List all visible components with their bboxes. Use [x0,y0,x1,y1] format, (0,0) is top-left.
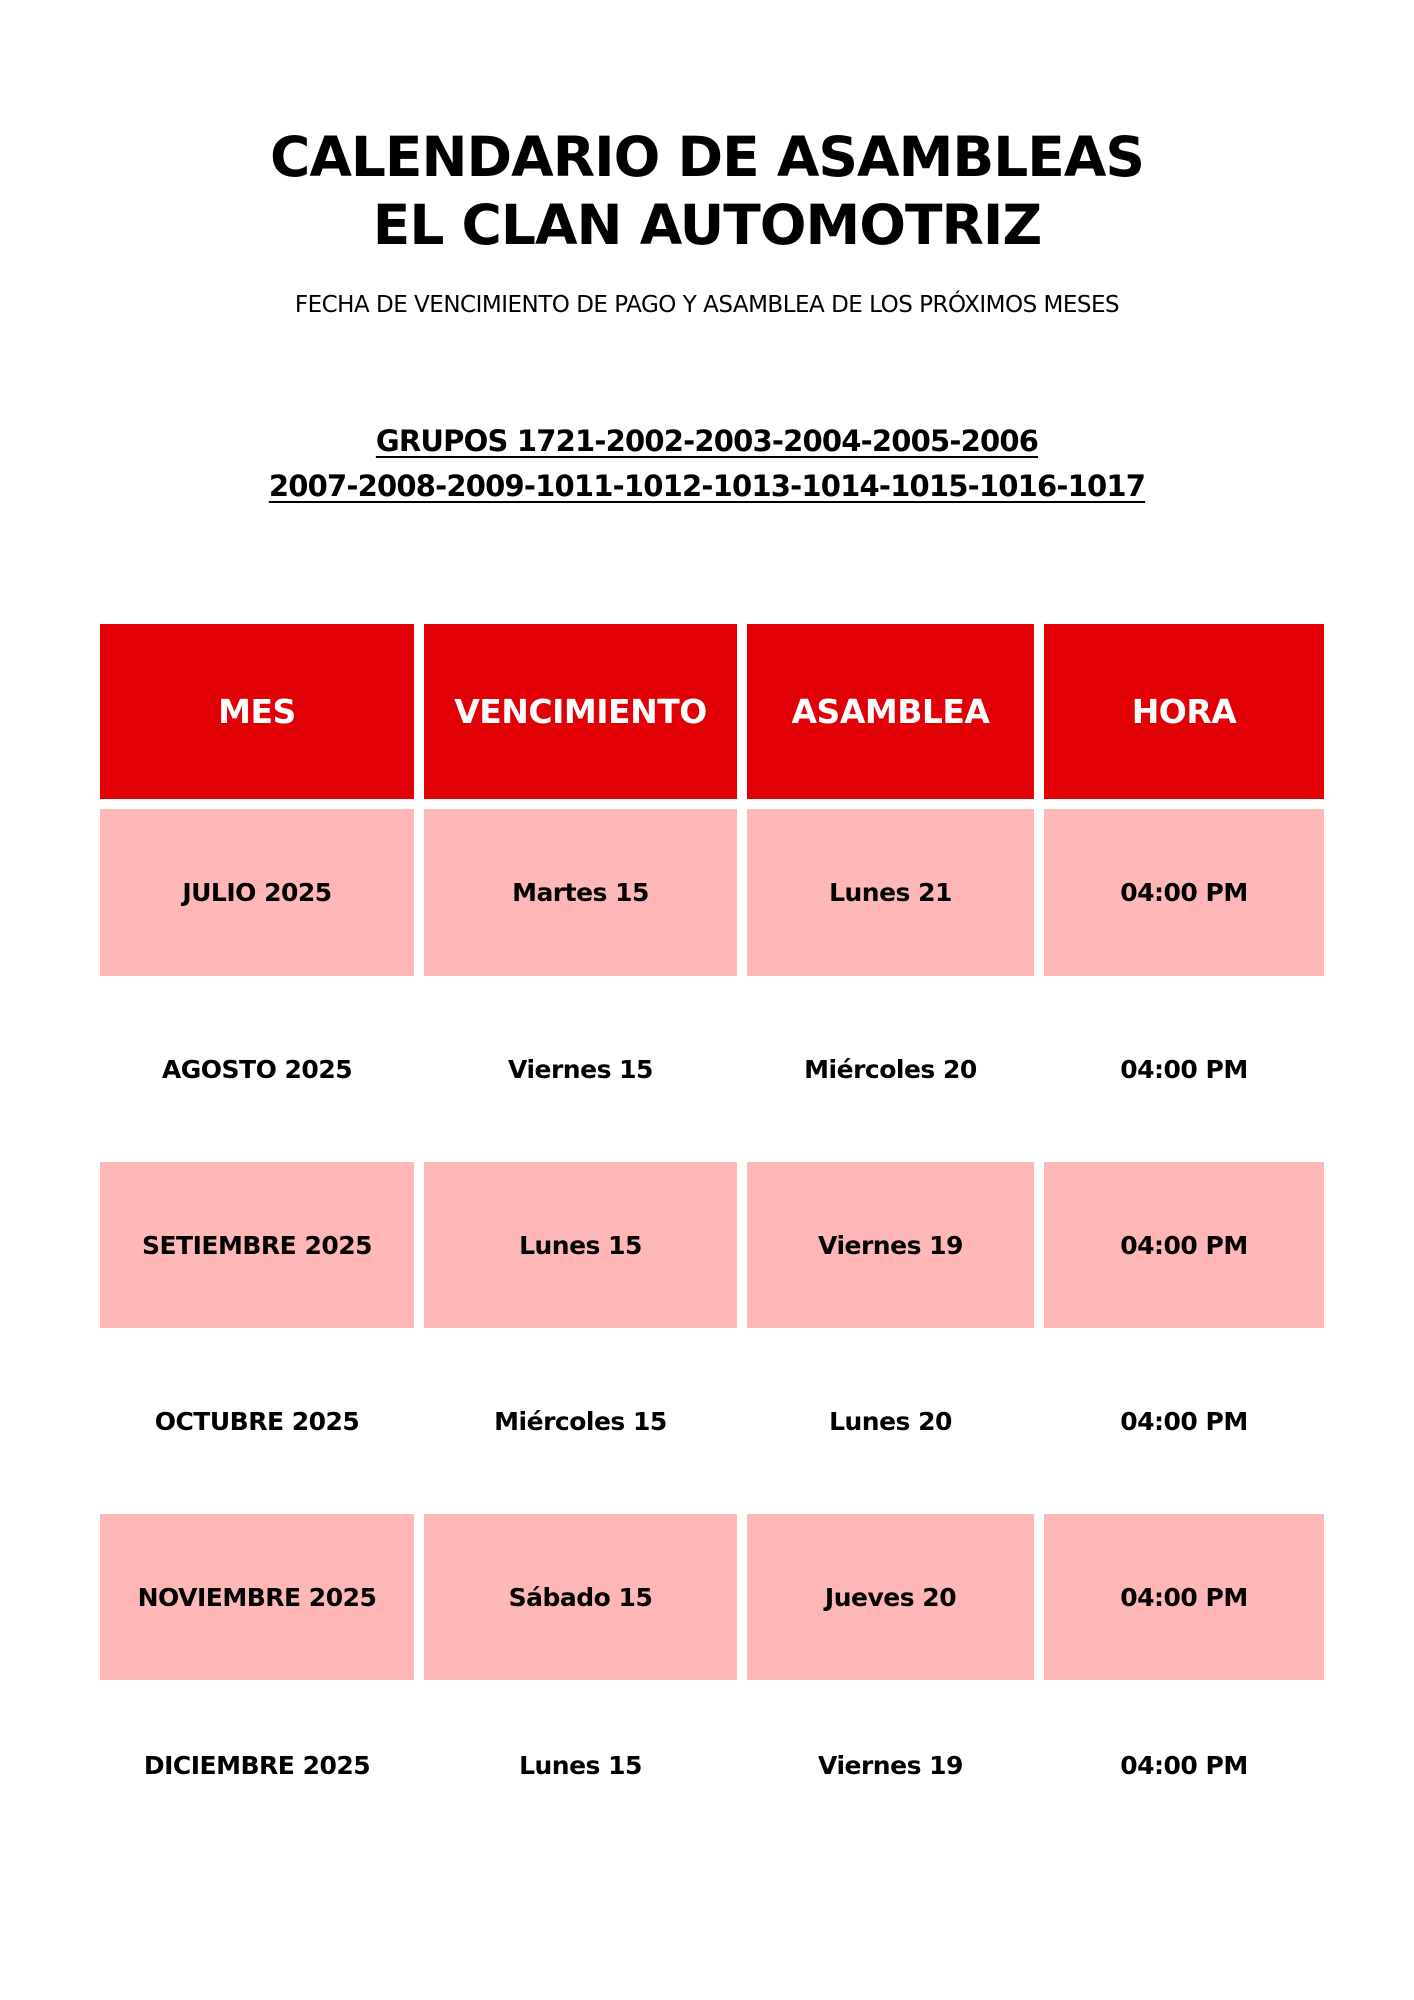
column-header-vencimiento: VENCIMIENTO [424,624,737,799]
table-cell-hora: 04:00 PM [1044,809,1324,976]
table-cell-asamblea: Lunes 21 [747,809,1034,976]
table-cell-asamblea: Lunes 20 [829,1406,952,1436]
column-header-asamblea: ASAMBLEA [747,624,1034,799]
table-cell-asamblea: Viernes 19 [747,1162,1034,1328]
table-cell-mes: SETIEMBRE 2025 [100,1162,414,1328]
table-cell-vencimiento: Viernes 15 [508,1054,653,1084]
table-cell-asamblea: Viernes 19 [818,1750,963,1780]
table-cell-vencimiento: Lunes 15 [519,1750,642,1780]
column-header-hora: HORA [1044,624,1324,799]
page-title-line-2: EL CLAN AUTOMOTRIZ [372,193,1042,257]
table-cell-mes: OCTUBRE 2025 [154,1406,360,1436]
table-cell-mes: AGOSTO 2025 [161,1054,353,1084]
column-header-mes: MES [100,624,414,799]
table-cell-hora: 04:00 PM [1120,1406,1248,1436]
table-cell-vencimiento: Sábado 15 [424,1514,737,1680]
table-cell-vencimiento: Martes 15 [424,809,737,976]
groups-line-2: 2007-2008-2009-1011-1012-1013-1014-1015-1016-1017 [268,469,1146,503]
table-cell-hora: 04:00 PM [1120,1054,1248,1084]
table-cell-asamblea: Miércoles 20 [804,1054,977,1084]
table-cell-mes: NOVIEMBRE 2025 [100,1514,414,1680]
table-cell-asamblea: Jueves 20 [747,1514,1034,1680]
table-cell-mes: JULIO 2025 [100,809,414,976]
table-cell-vencimiento: Lunes 15 [424,1162,737,1328]
table-cell-vencimiento: Miércoles 15 [494,1406,667,1436]
table-cell-hora: 04:00 PM [1044,1514,1324,1680]
table-cell-mes: DICIEMBRE 2025 [143,1750,371,1780]
groups-line-1: GRUPOS 1721-2002-2003-2004-2005-2006 [375,424,1039,458]
page-title-line-1: CALENDARIO DE ASAMBLEAS [269,125,1145,189]
table-cell-hora: 04:00 PM [1044,1162,1324,1328]
table-cell-hora: 04:00 PM [1120,1750,1248,1780]
page-subtitle: FECHA DE VENCIMIENTO DE PAGO Y ASAMBLEA DE LOS PRÓXIMOS MESES [294,292,1120,318]
